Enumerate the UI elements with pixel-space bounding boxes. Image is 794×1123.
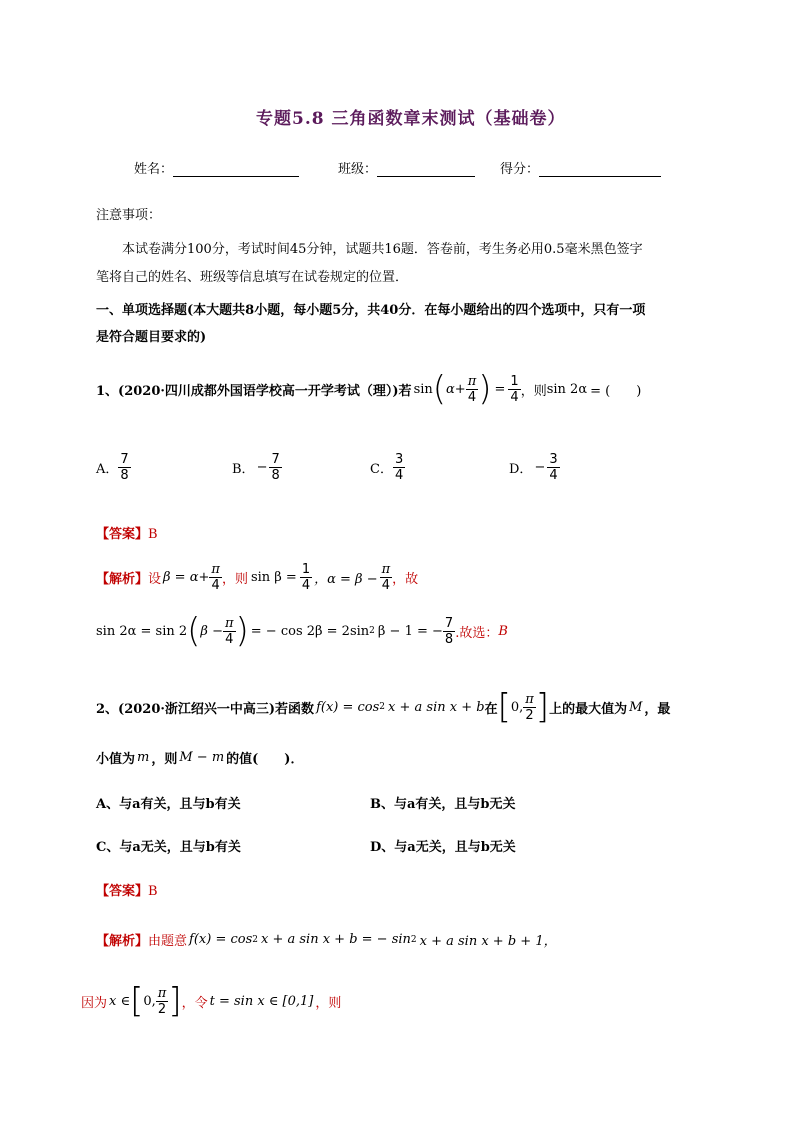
name-label: 姓名： xyxy=(134,162,174,177)
q1-analysis-seven-over-8: $\frac{7}{8}$ xyxy=(444,615,454,647)
class-label: 班级： xyxy=(338,162,378,177)
q1-answer-label: 【答案】 xyxy=(96,527,149,542)
question-1-prefix: 1、(2020·四川成都外国语学校高一开学考试（理）)若 xyxy=(96,383,412,399)
score-field-row xyxy=(500,158,661,177)
q1-eq-paren: = ( ) xyxy=(590,383,642,399)
q1-pi-over-4: $\frac{\pi}{4}$ xyxy=(467,373,477,405)
name-field-row xyxy=(134,158,299,177)
q1-option-b-fraction: $\frac{7}{8}$ xyxy=(271,452,280,483)
notice-heading: 注意事项： xyxy=(96,208,162,223)
class-field-row xyxy=(338,158,475,177)
q2-analysis-line-1: 【解析】 由题意 f(x) = cos 2 x + a sin x + b = − sin 2 x + a sin x + b + 1， xyxy=(96,932,557,949)
q2-analysis-line-2: 因为 x ∈ [ 0, $\frac{\pi}{2}$ ] ，令 t = sin x ∈ [0,1] ，则 xyxy=(81,981,342,1021)
question-1 xyxy=(96,369,642,409)
q1-analysis-one-over-4: $\frac{1}{4}$ xyxy=(301,562,311,593)
q1-then: ，则 xyxy=(520,383,547,399)
q1-answer xyxy=(96,523,158,542)
name-blank-line xyxy=(173,176,299,177)
q2-answer xyxy=(96,880,158,899)
q1-one-over-4: $\frac{1}{4}$ xyxy=(510,373,519,405)
q1-alpha-plus: α+ xyxy=(446,381,466,397)
notice-line-1: 本试卷满分100分，考试时间45分钟，试题共16题．答卷前，考生务必用0.5毫米黑色签字 xyxy=(122,242,643,257)
question-2-prefix: 2、(2020·浙江绍兴一中高三)若函数 xyxy=(96,701,315,717)
q2-analysis-label: 【解析】 xyxy=(96,934,149,949)
notice-line-2: 笔将自己的姓名、班级等信息填写在试卷规定的位置． xyxy=(96,270,409,285)
class-blank-line xyxy=(377,176,475,177)
q1-analysis-pi-over-4: $\frac{\pi}{4}$ xyxy=(211,562,220,593)
score-label: 得分： xyxy=(500,162,540,177)
q1-sin: sin xyxy=(413,381,433,397)
q1-right-paren: ) xyxy=(478,369,492,409)
q1-option-c-fraction: $\frac{3}{4}$ xyxy=(394,452,404,483)
q1-analysis-pi-over-4-c: $\frac{\pi}{4}$ xyxy=(224,615,234,647)
q2-answer-value: B xyxy=(148,884,158,899)
q1-option-c: C． $\frac{3}{4}$ xyxy=(370,452,404,483)
q1-analysis-line-1: 【解析】 设 β = α+ $\frac{\pi}{4}$ ，则 sin β = $\frac{1}{4}$ ，α = β − $\frac{\pi}{4}$ ，故 xyxy=(96,562,419,593)
q1-answer-value: B xyxy=(148,527,158,542)
q2-option-b: B、与a有关，且与b无关 xyxy=(370,797,516,812)
section-heading-line-2: 是符合题目要求的) xyxy=(96,330,207,345)
q2-option-c: C、与a无关，且与b有关 xyxy=(96,840,241,855)
question-2: 2、(2020·浙江绍兴一中高三)若函数 f(x) = cos 2 x + a sin x + b 在 [ 0, $\frac{\pi}{2}$ ] 上的最大值为 M ，最 xyxy=(96,687,671,727)
q1-sin2a: sin 2α xyxy=(546,381,588,397)
q2-answer-label: 【答案】 xyxy=(96,884,149,899)
q2-analysis-pi-over-2: $\frac{\pi}{2}$ xyxy=(157,985,167,1017)
q2-pi-over-2: $\frac{\pi}{2}$ xyxy=(525,691,534,723)
q1-option-d: D． − $\frac{3}{4}$ xyxy=(509,452,558,483)
q1-analysis-pi-over-4-b: $\frac{\pi}{4}$ xyxy=(381,562,391,593)
q2-option-d: D、与a无关，且与b无关 xyxy=(370,840,516,855)
q1-option-d-fraction: $\frac{3}{4}$ xyxy=(549,452,558,483)
q1-left-paren: ( xyxy=(432,369,447,409)
q1-eq: = xyxy=(494,381,506,397)
question-2-line-2: 小值为 m ，则 M − m 的值( )． xyxy=(96,750,304,767)
page-title: 专题5.8 三角函数章末测试（基础卷） xyxy=(256,109,566,129)
q1-option-b: B． − $\frac{7}{8}$ xyxy=(232,452,280,483)
section-heading-line-1: 一、单项选择题(本大题共8小题，每小题5分，共40分．在每小题给出的四个选项中，只有一项 xyxy=(96,303,646,318)
score-blank-line xyxy=(539,176,661,177)
q1-option-a: A． $\frac{7}{8}$ xyxy=(96,452,129,483)
q1-analysis-label: 【解析】 xyxy=(96,572,149,587)
q2-option-a: A、与a有关，且与b有关 xyxy=(96,797,241,812)
q1-option-a-fraction: $\frac{7}{8}$ xyxy=(120,452,129,483)
q1-analysis-line-2: sin 2α = sin 2 ( β − $\frac{\pi}{4}$ ) = − cos 2β = 2sin 2 β − 1 = − $\frac{7}{8}$ .故选： B xyxy=(96,611,508,651)
